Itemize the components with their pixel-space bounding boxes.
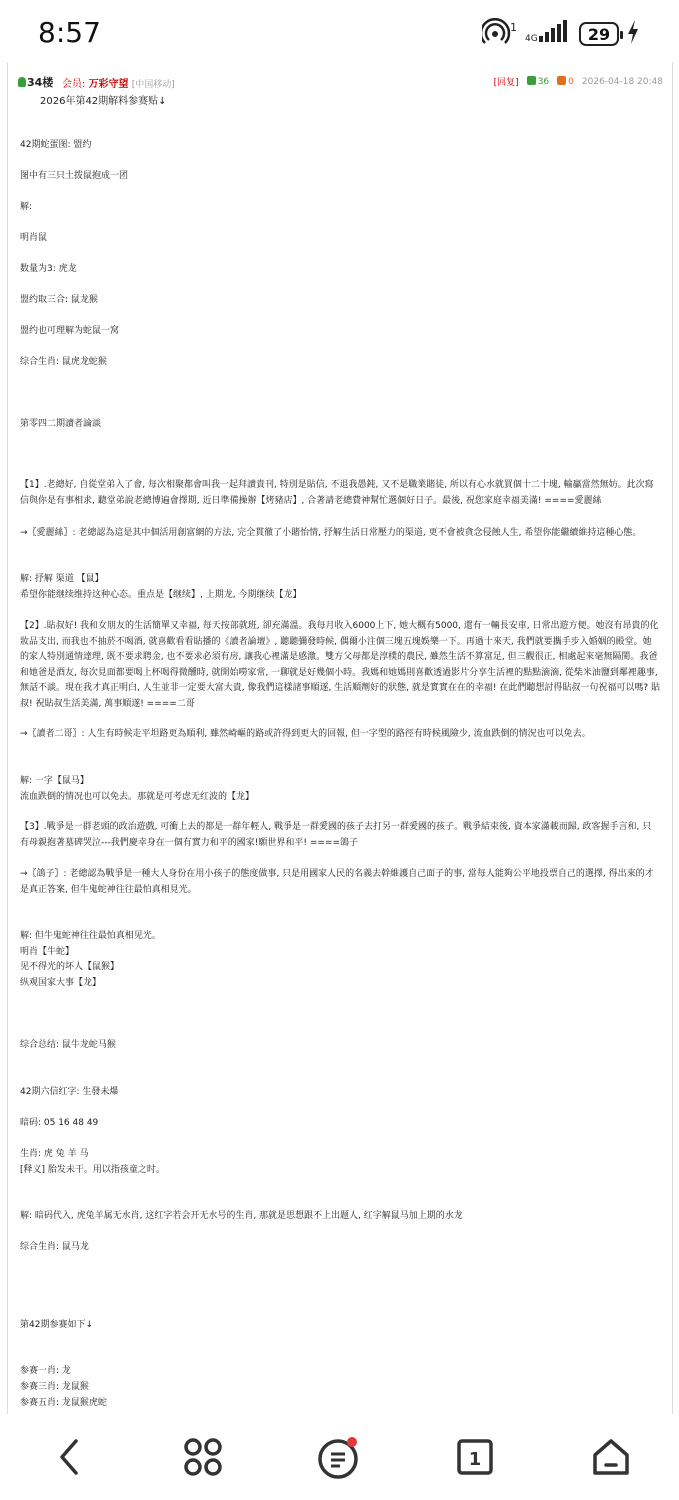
post-paragraph: 【2】.貼叔好! 我和女朋友的生活簡單又幸福, 每天按部就班, 卻充滿溫。我每月收入6000上下, 她大概有5000, 還有一輛長安車, 日常出遊方便。她沒有昂貴的化妝品支出, 而我也不抽菸不喝酒, 就喜歡看看貼播的《讀者論壇》, 聽聽彌發時候, 偶爾小注個三塊五塊娛樂一下。再過十來天, 我們就要攜手步入婚姻的殿堂。她的家人特別通情達理, 既不要求聘金, 也不要求必須有房, 讓我心裡滿是感激。雙方父母都是淳樸的農民, 雖然生活不算富足, 但三觀很正, 相處起來毫無隔閡。我爸和她爸是酒友, 每次見面都要喝上杯喝得微醺時, 就開始嘮家常, 一聊就是好幾個小時。我媽和她媽則喜歡透過影片分享生活裡的點點滴滴, 從柴米油鹽到鄰裡趣事, 無話不談。現在我才真正明白, 人生並非一定要大富大貴, 像我們這樣諸事順遂, 生活順劑好的狀態, 就是實實在在的幸福! 在此們聽想討得貼叔一句祝福可以嗎? 貼叔! 祝貼叔生活美滿, 萬事順遂! ====二哥 xyxy=(20,621,660,709)
floor-number: 34楼 xyxy=(18,74,53,90)
post-paragraph: 生肖: 虎 兔 羊 马 xyxy=(20,1149,89,1159)
status-icons xyxy=(482,18,639,50)
medal-icon xyxy=(18,77,26,87)
member-nickname[interactable]: 万彩守望 xyxy=(88,79,129,90)
post-subtitle: 2026年第42期解料参赛贴↓ xyxy=(40,96,167,107)
post-paragraph: 解: 抒解 渠道 【鼠】 xyxy=(20,574,104,584)
post-paragraph: 42期六信红字: 生發未爆 xyxy=(20,1087,119,1097)
post-paragraph: 解: 暗码代入, 虎兔羊属无水肖, 这红字若会开无水号的生肖, 那就是思想跟不上出题人, 红字解鼠马加上期的水龙 xyxy=(20,1211,463,1221)
post-paragraph: 数量为3: 虎龙 xyxy=(20,264,77,274)
post-paragraph: 盟约取三合: 鼠龙猴 xyxy=(20,295,98,305)
battery-indicator xyxy=(579,22,619,46)
post-paragraph: →〖鴿子〗: 老總認為戰爭是一種大人身份在用小孩子的態度做事, 只是用國家人民的名義去幹維護自己面子的事, 當每人能夠公平地投票自己的選擇, 得出來的才是真正答案, 但牛鬼蛇神往往最怕真相見光。 xyxy=(20,869,654,895)
back-icon xyxy=(54,1437,84,1477)
status-time: 8:57 xyxy=(38,16,101,49)
post-paragraph: 纵观国家大事【龙】 xyxy=(20,978,102,988)
status-bar xyxy=(0,0,679,62)
post-paragraph: 解: xyxy=(20,202,33,212)
svg-text:4G: 4G xyxy=(525,34,538,44)
menu-icon xyxy=(316,1434,362,1480)
signal-icon xyxy=(525,19,571,49)
post-paragraph: 见不得光的坏人【鼠猴】 xyxy=(20,962,120,972)
like-button[interactable]: 36 xyxy=(527,76,549,87)
reply-button[interactable]: [回复] xyxy=(494,75,519,88)
post-paragraph: 流血跌倒的情况也可以免去。那就是可考虑无红波的【龙】 xyxy=(20,792,255,802)
dislike-button[interactable]: 0 xyxy=(557,76,574,87)
post-timestamp: 2026-04-18 20:48 xyxy=(581,76,663,87)
post-paragraph: 盟约也可理解为蛇鼠一窝 xyxy=(20,326,120,336)
tabs-icon xyxy=(454,1436,496,1478)
post-paragraph: 参赛五肖: 龙鼠猴虎蛇 xyxy=(20,1398,107,1408)
post-paragraph: 明肖【牛蛇】 xyxy=(20,947,75,957)
back-button[interactable] xyxy=(44,1432,94,1482)
post-paragraph: 综合生肖: 鼠马龙 xyxy=(20,1242,89,1252)
post-content xyxy=(7,62,673,1414)
post-paragraph: 【1】.老總好, 自從堂弟入了會, 每次相聚都會叫我一起拜讀貴刊, 特別是貼信, 不退我愚鈍, 又不是職業賭徒, 所以有心水就買個十二十塊, 輸贏當然無妨。此次寫信與你是有事相求, 聽堂弟說老總博遍會擇期, 近日準備操辦【烤豬店】, 合著請老總費神幫忙選個好日子。最後, 祝您家庭幸福美滿! ====愛麗絲 xyxy=(20,480,654,506)
tabs-count: 1 xyxy=(468,1449,482,1470)
post-paragraph: 解: 但牛鬼蛇神往往最怕真相见光。 xyxy=(20,931,161,941)
post-paragraph: 图中有三只土拨鼠抱成一团 xyxy=(20,171,129,181)
battery-level: 29 xyxy=(587,24,611,44)
menu-button[interactable] xyxy=(314,1432,364,1482)
post-actions xyxy=(494,75,663,88)
apps-icon xyxy=(181,1435,225,1479)
post-paragraph: 暗码: 05 16 48 49 xyxy=(20,1118,99,1128)
post-paragraph: 第42期参赛如下↓ xyxy=(20,1320,93,1330)
member-label: 会员: xyxy=(62,79,86,90)
post-paragraph: 明肖鼠 xyxy=(20,233,48,243)
member-info xyxy=(62,75,175,90)
post-paragraph: →〖愛麗絲〗: 老總認為這是其中個活用創富網的方法, 完全貫徹了小賭怡情, 抒解生活日常壓力的渠道, 更不會被貪念侵蝕人生, 希望你能繼續維持這種心態。 xyxy=(20,528,642,538)
thumbs-up-icon xyxy=(527,76,536,85)
thumbs-down-icon xyxy=(557,76,566,85)
post-paragraph: 综合总结: 鼠牛龙蛇马猴 xyxy=(20,1040,116,1050)
post-paragraph: 参赛三肖: 龙鼠猴 xyxy=(20,1382,89,1392)
post-paragraph: 42期蛇蛋图: 盟约 xyxy=(20,140,92,150)
hotspot-badge: 1 xyxy=(510,20,517,34)
post-paragraph: 解: 一字【鼠马】 xyxy=(20,776,89,786)
home-icon xyxy=(589,1435,633,1479)
charging-icon xyxy=(627,19,639,49)
post-paragraph: 希望你能继续维持这种心态。重点是【继续】, 上期龙, 今期继续【龙】 xyxy=(20,590,302,600)
post-paragraph: 第零四二期讀者論談 xyxy=(20,419,102,429)
member-carrier: [中国移动] xyxy=(131,80,175,90)
apps-button[interactable] xyxy=(178,1432,228,1482)
post-header xyxy=(18,74,663,94)
post-paragraph: [释义] 胎发未干。用以指孩童之时。 xyxy=(20,1165,165,1175)
bottom-navbar xyxy=(0,1414,679,1500)
post-paragraph: 参赛一肖: 龙 xyxy=(20,1366,71,1376)
post-paragraph: 综合生肖: 鼠虎龙蛇猴 xyxy=(20,357,107,367)
home-button[interactable] xyxy=(586,1432,636,1482)
post-paragraph: 【3】.戰爭是一群老頭的政治遊戲, 可衝上去的都是一群年輕人, 戰爭是一群愛國的孩子去打另一群愛國的孩子。戰爭結束後, 資本家滿載而歸, 政客握手言和, 只有母親抱著墓碑哭泣---我們慶幸身在一個有實力和平的國家!願世界和平! ====鴿子 xyxy=(20,822,652,848)
post-paragraph: →〖讀者二哥〗: 人生有時候走平坦路更為順利, 雖然崎嶇的路或許得到更大的回報, 但一字型的路徑有時候風險少, 流血跌倒的情況也可以免去。 xyxy=(20,729,591,739)
tabs-button[interactable] xyxy=(450,1432,500,1482)
